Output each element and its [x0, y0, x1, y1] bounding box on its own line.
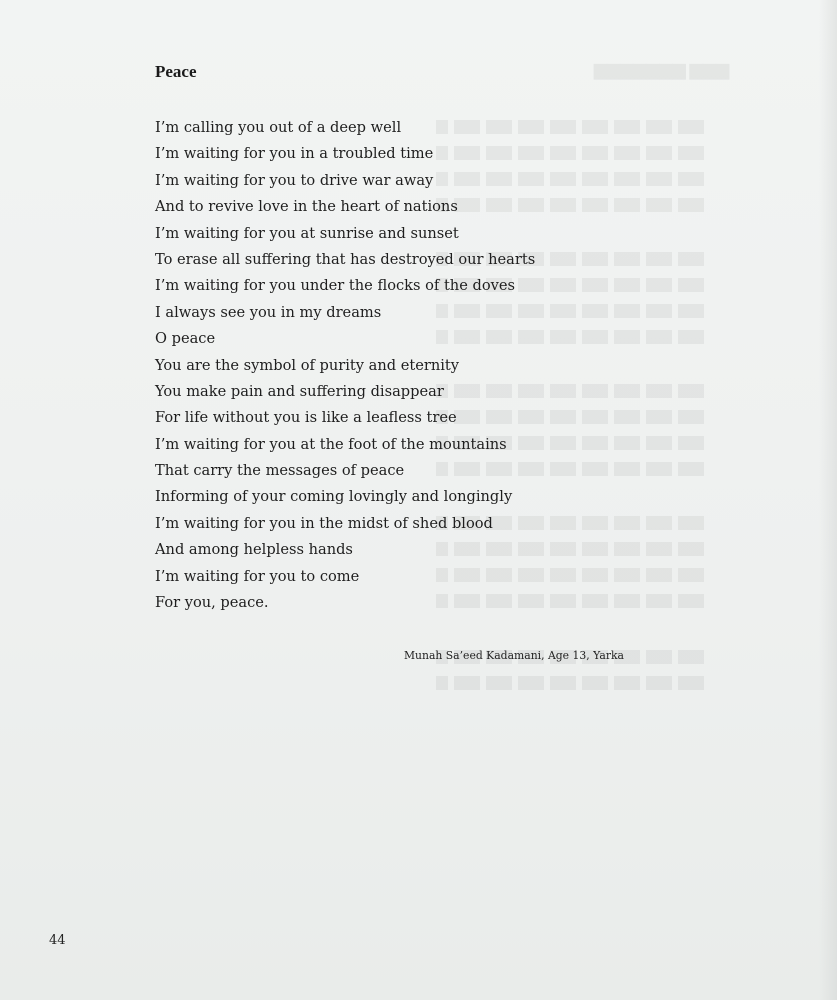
poem-line: And to revive love in the heart of nations	[155, 198, 458, 216]
poem-line: I’m waiting for you under the flocks of the doves	[155, 277, 515, 295]
poem-line: That carry the messages of peace	[155, 462, 405, 480]
poem-line: I’m calling you out of a deep well	[155, 119, 402, 136]
poem-line: Informing of your coming lovingly and longingly	[155, 488, 513, 506]
bleed-through-heading: ▆▆▆ ▆▆▆▆▆▆▆	[594, 60, 729, 79]
poem-title: Peace	[155, 62, 197, 81]
poem-line: O peace	[155, 330, 216, 348]
poem-line: I’m waiting for you in the midst of shed blood	[155, 514, 493, 532]
poem-author-credit: Munah Sa’eed Kadamani, Age 13, Yarka	[404, 649, 624, 662]
poem-line: I’m waiting for you at the foot of the mountains	[155, 435, 507, 453]
poem-line: I’m waiting for you in a troubled time	[155, 145, 434, 163]
poem-line: I’m waiting for you at sunrise and sunset	[155, 224, 459, 242]
poem-line: And among helpless hands	[155, 541, 353, 559]
poem-line: I always see you in my dreams	[155, 303, 382, 321]
poem-line: For you, peace.	[155, 594, 269, 612]
poem-line: You are the symbol of purity and eternity	[155, 356, 460, 374]
poem-line: For life without you is like a leafless tree	[155, 409, 457, 427]
poem-line: I’m waiting for you to come	[155, 567, 360, 585]
poem-line: To erase all suffering that has destroyed our hearts	[155, 250, 536, 268]
page-edge-shadow	[819, 0, 837, 1000]
page-number: 44	[49, 933, 66, 948]
poem-line: You make pain and suffering disappear	[155, 382, 444, 400]
poem-line: I’m waiting for you to drive war away	[155, 171, 434, 189]
poem-body	[155, 115, 535, 616]
bleed-through-line	[436, 676, 704, 690]
